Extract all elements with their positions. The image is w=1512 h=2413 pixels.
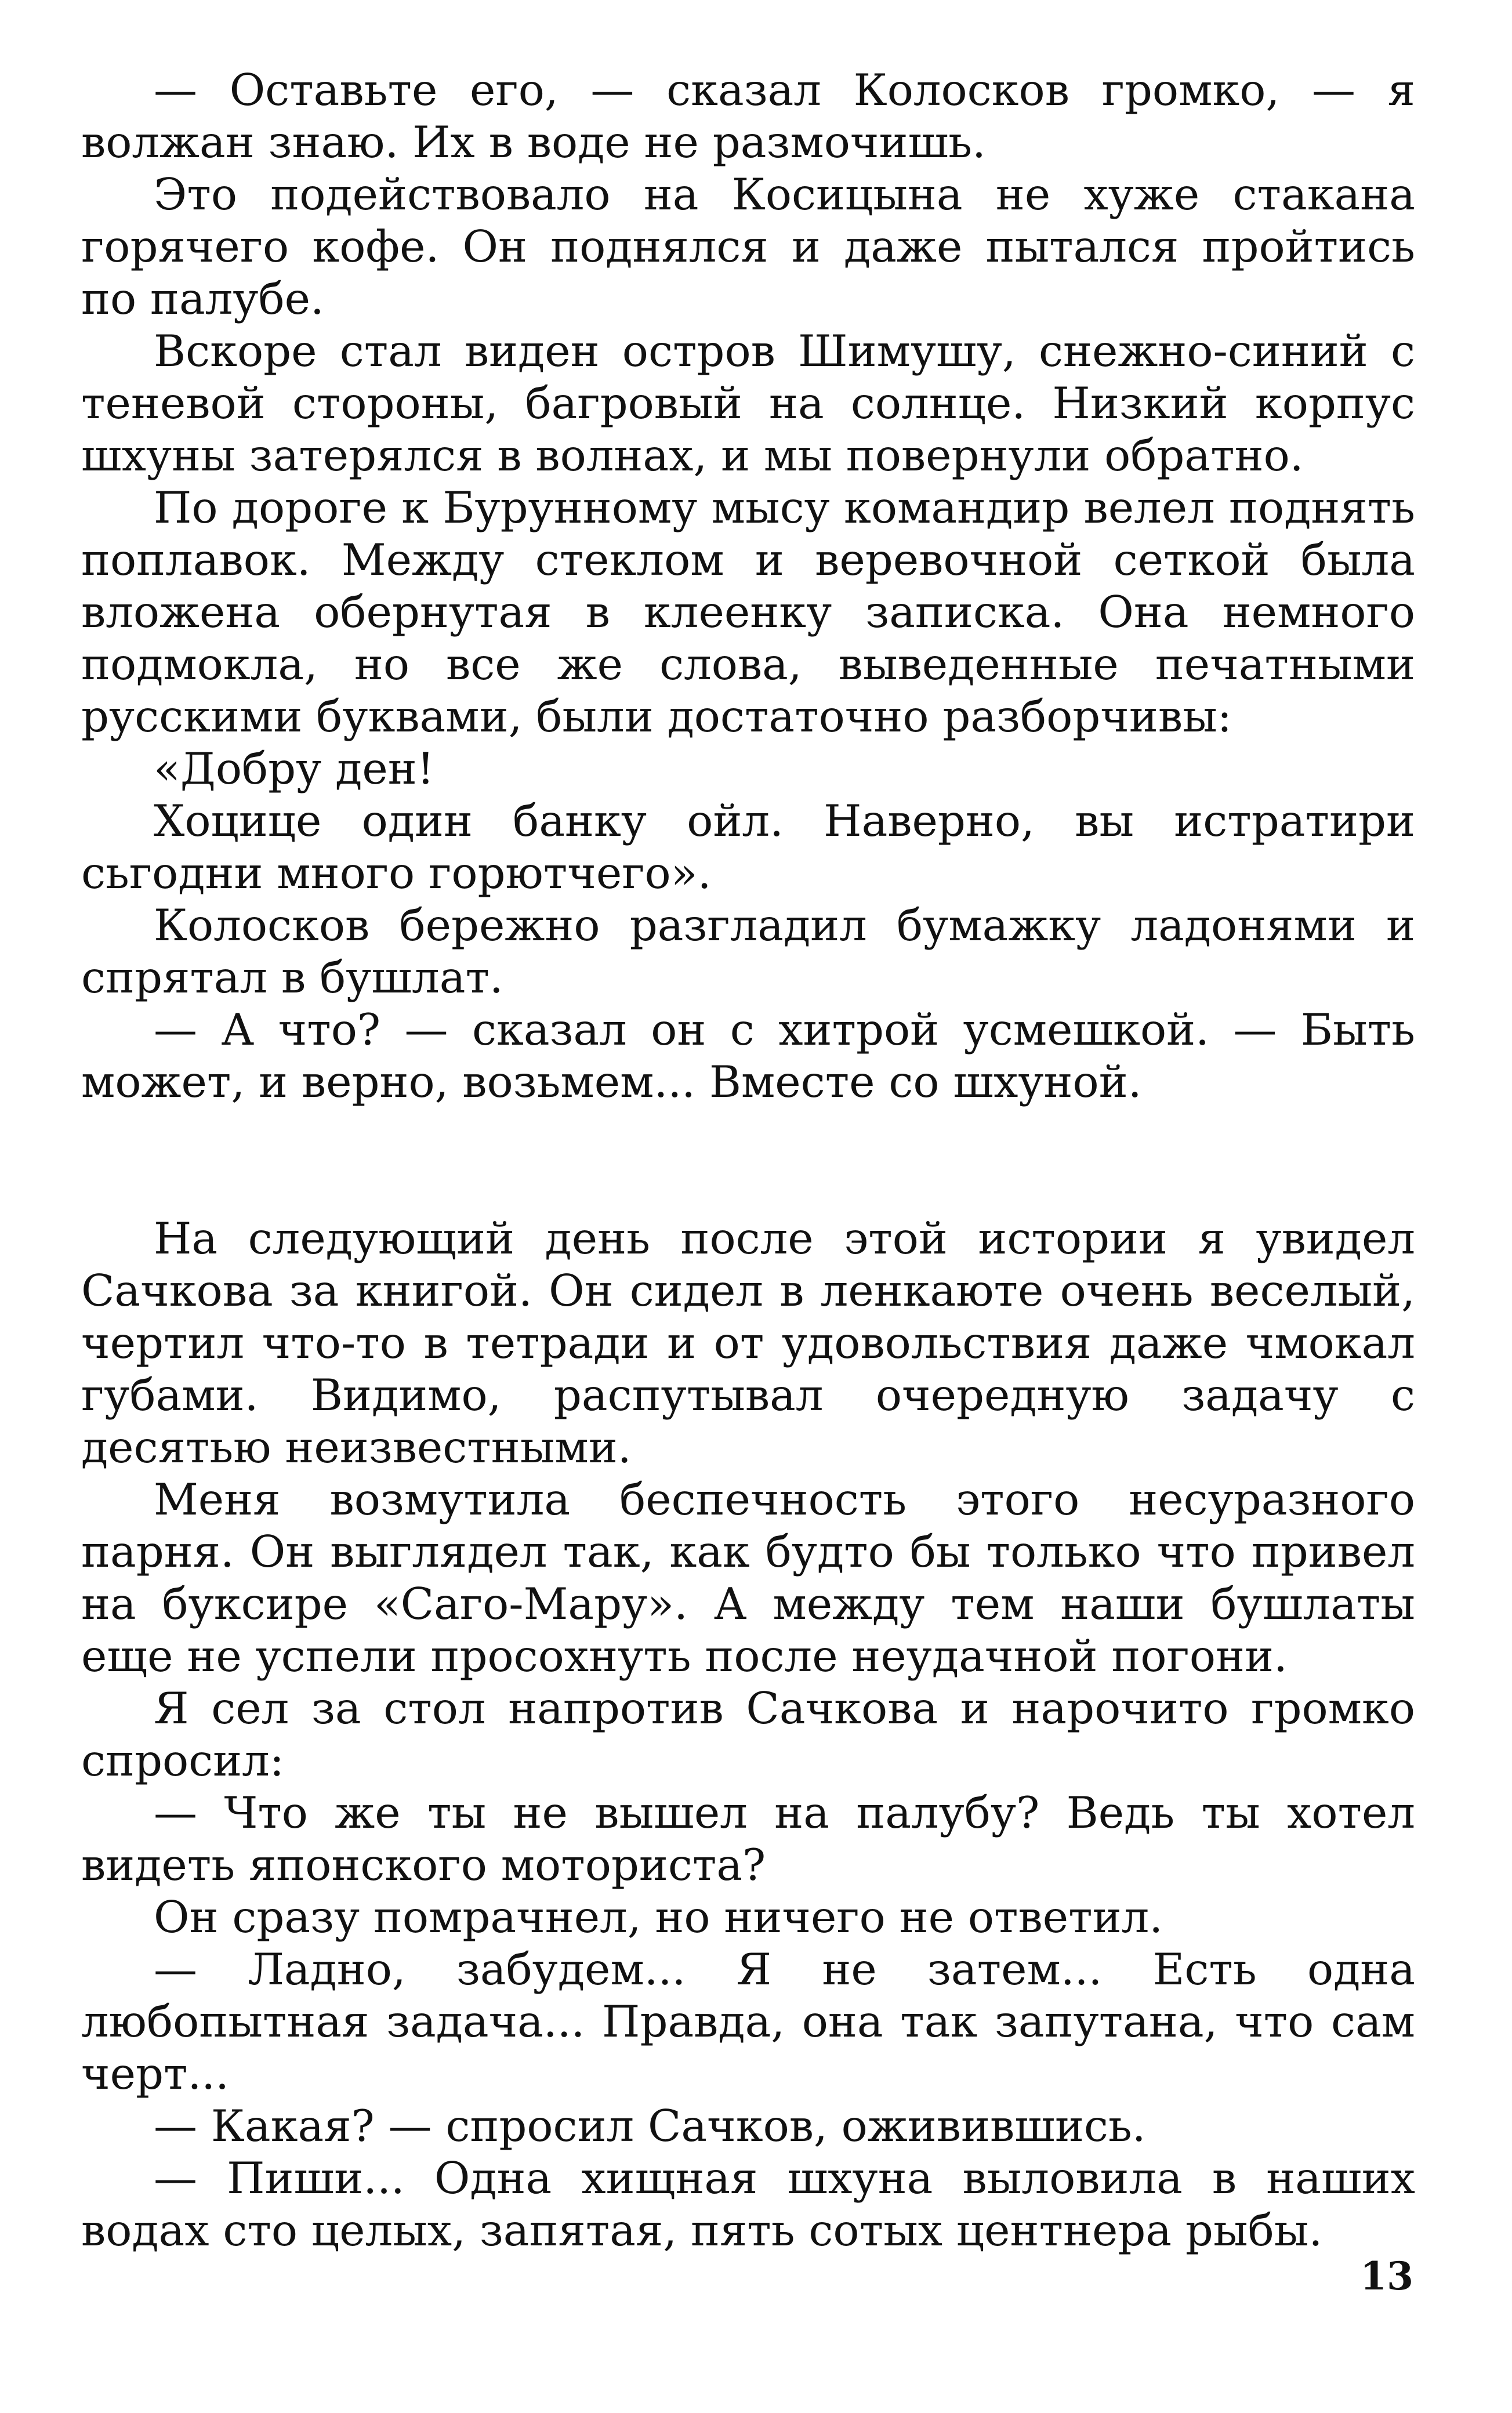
book-page: [81, 64, 1415, 2256]
paragraph: Я сел за стол напротив Сачкова и нарочито громко спросил:: [81, 1683, 1415, 1786]
paragraph: — Что же ты не вышел на палубу? Ведь ты хотел видеть японского моториста?: [81, 1787, 1415, 1890]
paragraph: Колосков бережно разгладил бумажку ладонями и спрятал в бушлат.: [81, 900, 1415, 1003]
paragraph: «Добру ден!: [154, 743, 434, 794]
section-2: [81, 1212, 1415, 2256]
paragraph: Он сразу помрачнел, но ничего не ответил.: [154, 1892, 1163, 1943]
paragraph: Хоцице один банку ойл. Наверно, вы истратири сьгодни много горютчего».: [81, 795, 1415, 898]
paragraph: Вскоре стал виден остров Шимушу, снежно-синий с теневой стороны, багровый на солнце. Низкий корпус шхуны затерялся в волнах, и мы повернули обратно.: [81, 325, 1415, 481]
paragraph: — А что? — сказал он с хитрой усмешкой. — Быть может, и верно, возьмем... Вместе со шхуной.: [81, 1004, 1415, 1107]
paragraph: На следующий день после этой истории я увидел Сачкова за книгой. Он сидел в ленкаюте очень веселый, чертил что-то в тетради и от удовольствия даже чмокал губами. Видимо, распутывал очередную задачу с десятью неизвестными.: [81, 1213, 1415, 1473]
paragraph: Это подействовало на Косицына не хуже стакана горячего кофе. Он поднялся и даже пытался пройтись по палубе.: [81, 169, 1415, 324]
paragraph: — Какая? — спросил Сачков, оживившись.: [154, 2100, 1146, 2151]
paragraph: — Ладно, забудем... Я не затем... Есть одна любопытная задача... Правда, она так запутана, что сам черт...: [81, 1944, 1415, 2099]
paragraph: — Пиши... Одна хищная шхуна выловила в наших водах сто целых, запятая, пять сотых центнера рыбы.: [81, 2153, 1415, 2256]
paragraph: — Оставьте его, — сказал Колосков громко, — я волжан знаю. Их в воде не размочишь.: [81, 64, 1415, 168]
section-1: [81, 64, 1415, 1108]
section-break: [81, 1108, 1415, 1212]
page-number: 13: [1360, 2253, 1413, 2299]
paragraph: Меня возмутила беспечность этого несуразного парня. Он выглядел так, как будто бы только что привел на буксире «Саго-Мару». А между тем наши бушлаты еще не успели просохнуть после неудачной погони.: [81, 1474, 1415, 1682]
paragraph: По дороге к Бурунному мысу командир велел поднять поплавок. Между стеклом и веревочной сеткой была вложена обернутая в клеенку записка. Она немного подмокла, но все же слова, выведенные печатными русскими буквами, были достаточно разборчивы:: [81, 482, 1415, 742]
